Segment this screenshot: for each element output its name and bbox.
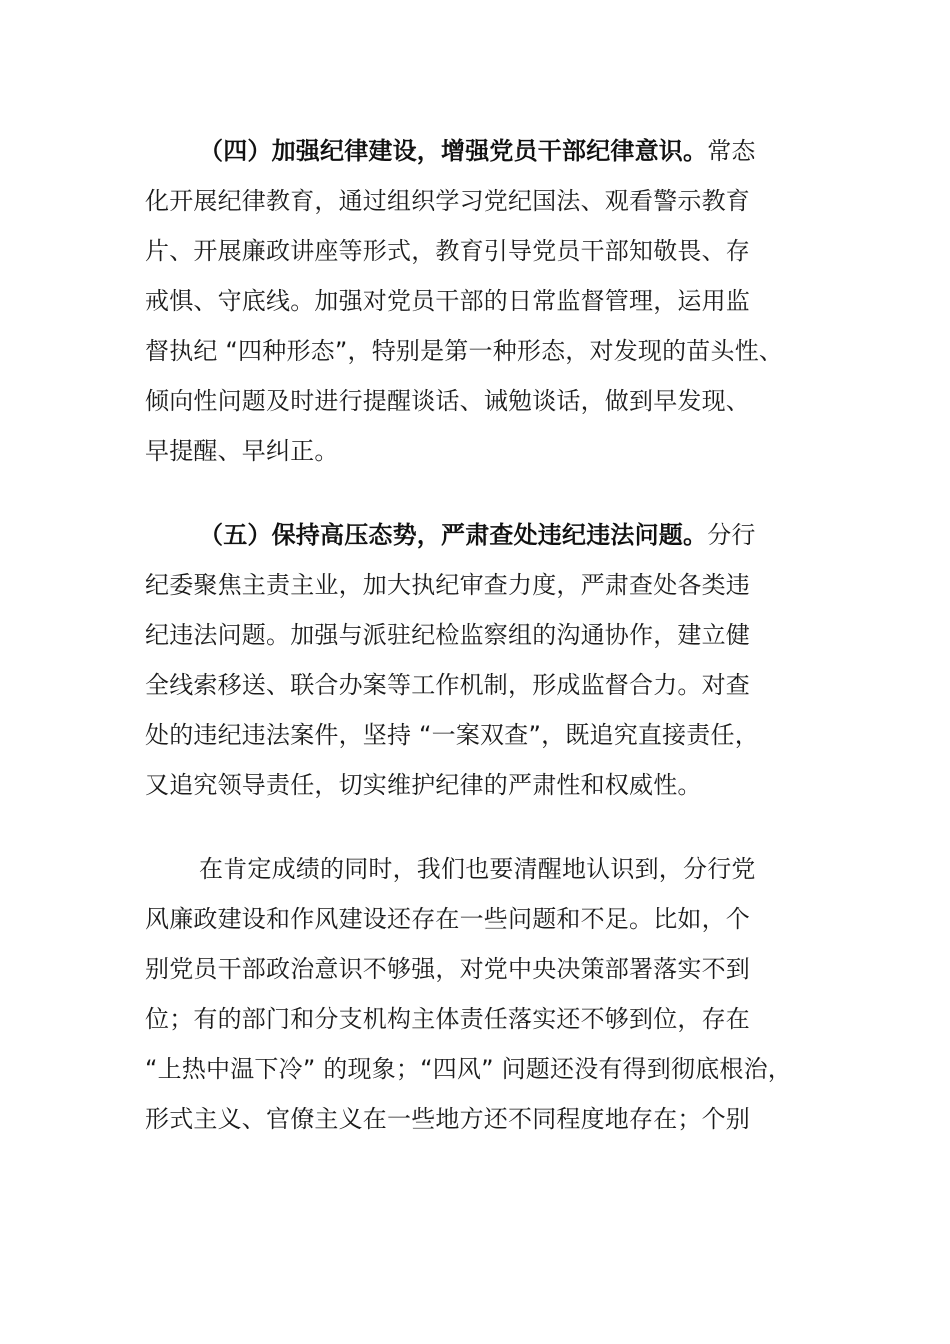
- section-heading: （四）加强纪律建设，增强党员干部纪律意识。: [199, 137, 708, 165]
- paragraph-problems: [145, 844, 815, 1144]
- body-line: 早提醒、早纠正。: [145, 437, 339, 465]
- body-line: 风廉政建设和作风建设还存在一些问题和不足。比如，个: [145, 905, 750, 933]
- paragraph-first-line: [145, 126, 815, 176]
- body-line: 处的违纪违法案件，坚持 “一案双查”，既追究直接责任，: [145, 721, 759, 749]
- body-text: 常态: [707, 137, 756, 165]
- body-line: 化开展纪律教育，通过组织学习党纪国法、观看警示教育: [145, 187, 750, 215]
- body-line: 督执纪 “四种形态”，特别是第一种形态，对发现的苗头性、: [145, 337, 784, 365]
- body-text: 分行: [707, 521, 756, 549]
- body-line: 别党员干部政治意识不够强，对党中央决策部署落实不到: [145, 955, 750, 983]
- section-heading: （五）保持高压态势，严肃查处违纪违法问题。: [199, 521, 708, 549]
- body-line: “上热中温下冷” 的现象；“四风” 问题还没有得到彻底根治，: [145, 1055, 792, 1083]
- paragraph-first-line: [145, 510, 815, 560]
- body-line: 位；有的部门和分支机构主体责任落实还不够到位，存在: [145, 1005, 750, 1033]
- body-line: 倾向性问题及时进行提醒谈话、诫勉谈话，做到早发现、: [145, 387, 750, 415]
- body-line: 片、开展廉政讲座等形式，教育引导党员干部知敬畏、存: [145, 237, 750, 265]
- paragraph-discipline-building: [145, 126, 815, 476]
- body-line: 纪违法问题。加强与派驻纪检监察组的沟通协作，建立健: [145, 621, 750, 649]
- body-line: 戒惧、守底线。加强对党员干部的日常监督管理，运用监: [145, 287, 750, 315]
- paragraph-high-pressure: [145, 510, 815, 810]
- body-line: 纪委聚焦主责主业，加大执纪审查力度，严肃查处各类违: [145, 571, 750, 599]
- body-line: 在肯定成绩的同时，我们也要清醒地认识到，分行党: [199, 855, 756, 883]
- body-line: 全线索移送、联合办案等工作机制，形成监督合力。对查: [145, 671, 750, 699]
- body-line: 形式主义、官僚主义在一些地方还不同程度地存在；个别: [145, 1105, 750, 1133]
- body-line: 又追究领导责任，切实维护纪律的严肃性和权威性。: [145, 771, 702, 799]
